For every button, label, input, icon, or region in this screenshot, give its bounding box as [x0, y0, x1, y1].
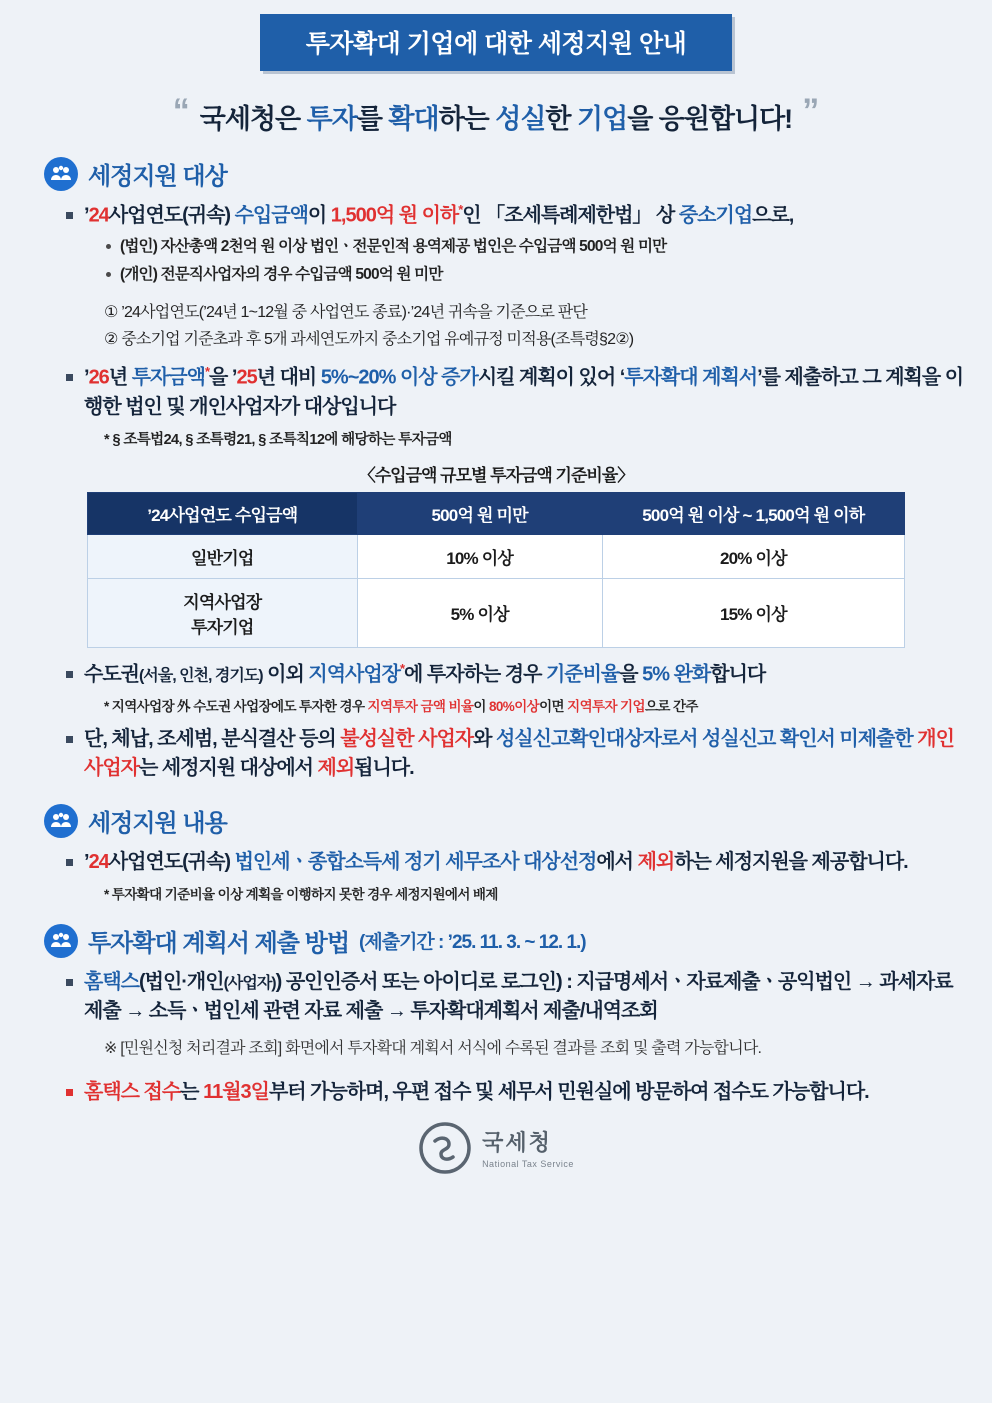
- bt4-p2: 불성실한 사업자: [340, 728, 474, 751]
- submit-note: ※ [민원신청 처리결과 조회] 화면에서 투자확대 계획서 서식에 수록된 결과를 조회 및 출력 가능합니다.: [104, 1040, 762, 1058]
- bt2-p9: 시킬 계획이 있어 ‘: [477, 366, 625, 389]
- bt1-p1: ’: [84, 204, 89, 227]
- bullet-target-2: [66, 363, 964, 422]
- sub-item-corporate: (법인) 자산총액 2천억 원 이상 법인ㆍ전문인적 용역제공 법인은 수입금액 500억 원 미만: [104, 235, 992, 259]
- bt4-p4: 성실신고확인대상자로서 성실신고 확인서 미제출한: [495, 728, 918, 751]
- bt1-p4: 수입금액: [234, 204, 308, 227]
- bc1-p3: 사업연도(귀속): [108, 851, 235, 874]
- table-row-label-1: [88, 578, 358, 647]
- bc1-p7: 하는 세정지원을 제공합니다.: [674, 851, 908, 874]
- people-icon: [44, 804, 78, 838]
- bt1-p3: 사업연도(귀속): [108, 204, 235, 227]
- nts-logo-texts: [482, 1126, 574, 1169]
- footnote-content: * 투자확대 기준비율 이상 계획을 이행하지 못한 경우 세정지원에서 배제: [104, 887, 498, 903]
- headline-part-6: 성실: [495, 104, 546, 134]
- table-row: [88, 578, 905, 647]
- bs2-p4: 부터 가능하며, 우편 접수 및 세무서 민원실에 방문하여 접수도 가능합니다.: [268, 1080, 869, 1103]
- bc1-p1: ’: [84, 851, 89, 874]
- submit-period: (제출기간 : ’25. 11. 3. ~ 12. 1.): [359, 932, 586, 954]
- headline-part-8: 기업: [577, 104, 628, 134]
- table-row-label-0: 일반기업: [88, 534, 358, 578]
- footnote-investment-amount: * § 조특법24, § 조특령21, § 조특칙12에 해당하는 투자금액: [104, 431, 452, 448]
- bullet-submit-2: [66, 1078, 964, 1107]
- bc1-p2: 24: [88, 851, 109, 874]
- bt3-p7: 을: [619, 663, 643, 686]
- ratio-table: [87, 492, 905, 648]
- bs1-p3: (사업자): [223, 975, 276, 993]
- bt2-p5: 을 ’: [209, 366, 237, 389]
- bt3-p9: 합니다: [710, 663, 766, 686]
- bt2-p6: 25: [236, 366, 257, 389]
- bt1-p6: 1,500억 원 이하: [330, 204, 459, 227]
- headline-part-3: 를: [356, 104, 389, 134]
- bt4-p6: 는 세정지원 대상: [138, 757, 277, 780]
- bt3-p8: 5% 완화: [642, 663, 711, 686]
- bt2-p3: 년: [108, 366, 132, 389]
- headline-part-4: 확대: [388, 104, 439, 134]
- people-icon: [44, 157, 78, 191]
- section-header-submit: [44, 923, 992, 958]
- section-header-target: [44, 156, 992, 191]
- note-line-2: ② 중소기업 기준초과 후 5개 과세연도까지 중소기업 유예규정 미적용(조특령§2②): [104, 330, 634, 348]
- bs1-p5: : 지급명세서ㆍ자료제출ㆍ공익법인 → 과세자료 제출 → 소득ㆍ법인세 관련 자료 제출 → 투자확대계획서 제출/내역조회: [84, 971, 953, 1023]
- headline-part-1: 국세청은: [199, 104, 307, 134]
- table-row: [88, 534, 905, 578]
- bt3-p1: 수도권: [84, 663, 139, 686]
- bt1-p8: 중소기업: [678, 204, 753, 227]
- quote-open-mark: “: [172, 91, 190, 130]
- nts-logo-kr: 국세청: [482, 1130, 552, 1156]
- bs2-p2: 는: [180, 1080, 204, 1103]
- fn3-p5: 이면: [539, 699, 568, 715]
- table-header-row: [88, 492, 905, 534]
- headline-part-7: 한: [545, 104, 578, 134]
- bt4-p1: 단, 체납, 조세범, 분식결산 등의: [84, 728, 341, 751]
- bc1-p6: 제외: [637, 851, 675, 874]
- bs2-p3: 11월3일: [203, 1080, 269, 1103]
- title-banner-wrap: [0, 0, 992, 71]
- footnote-regional: [104, 695, 992, 715]
- headline-part-9: 을 응원합니다!: [627, 104, 793, 134]
- table-header-1: 500억 원 미만: [357, 492, 602, 534]
- bt1-p9: 으로,: [752, 204, 794, 227]
- people-icon: [44, 924, 78, 958]
- fn3-p1: * 지역사업장 外 수도권 사업장에도 투자한 경우: [104, 699, 368, 715]
- bt4-p7: 에서: [276, 757, 318, 780]
- note-line-1: ① ’24사업연도(’24년 1~12월 중 사업연도 종료)·’24년 귀속을 기준으로 판단: [104, 303, 588, 321]
- bt2-p2: 26: [88, 366, 109, 389]
- bt4-p9: 됩니다.: [354, 757, 414, 780]
- fn3-p7: 으로 간주: [644, 699, 698, 715]
- bt1-p2: 24: [88, 204, 109, 227]
- bt1-p7: 인 「조세특례제한법」 상: [462, 204, 679, 227]
- nts-logo: [0, 1121, 992, 1175]
- headline-part-5: 하는: [438, 104, 496, 134]
- nts-logo-en: National Tax Service: [482, 1159, 574, 1170]
- fn3-p3: 이: [473, 699, 489, 715]
- bt3-p6: 기준비율: [545, 663, 620, 686]
- nts-logo-icon: [418, 1121, 472, 1175]
- bs1-p1: 홈택스: [84, 971, 139, 994]
- bt4-p3: 와: [473, 728, 496, 751]
- bt2-p10: 투자확대 계획서: [624, 366, 758, 389]
- bt2-p8: 5%~20% 이상 증가: [320, 366, 478, 389]
- section-title-content: 세정지원 내용: [88, 810, 227, 838]
- table-cell-1-2: 15% 이상: [602, 578, 904, 647]
- table-header-2: 500억 원 이상 ~ 1,500억 원 이하: [602, 492, 904, 534]
- bt3-p2: (서울, 인천, 경기도): [138, 667, 263, 685]
- table-caption: 〈수입금액 규모별 투자금액 기준비율〉: [358, 465, 634, 485]
- bullet-submit-1: [66, 968, 964, 1026]
- bullet-content-1: [66, 848, 964, 877]
- bt2-p4: 투자금액: [131, 366, 205, 389]
- bt3-sup: *: [399, 660, 405, 676]
- headline-part-2: 투자: [306, 104, 357, 134]
- section-title-submit: 투자확대 계획서 제출 방법: [88, 930, 350, 958]
- note-block-target: [104, 299, 992, 353]
- page-title: 투자확대 기업에 대한 세정지원 안내: [260, 14, 733, 71]
- fn3-p6: 지역투자 기업: [567, 699, 645, 715]
- bs1-p4: ) 공인인증서 또는 아이디로 로그인): [275, 971, 562, 994]
- headline-quote: [0, 91, 992, 136]
- bt3-p4: 지역사업장: [308, 663, 400, 686]
- section-header-content: [44, 803, 992, 838]
- bt2-p7: 년 대비: [256, 366, 321, 389]
- bullet-target-1: [66, 201, 964, 231]
- table-header-0: ’24사업연도 수입금액: [88, 492, 358, 534]
- bt2-p11: ’를 제출하고 그 계획을 이행한 법인 및 개인사업자가 대상입니다: [84, 366, 964, 418]
- headline-text: [200, 97, 792, 136]
- bt2-p1: ’: [84, 366, 89, 389]
- bt1-sup: *: [458, 202, 463, 217]
- bullet-target-3: [66, 660, 964, 690]
- fn3-p2: 지역투자 금액 비율: [367, 699, 474, 715]
- table-row-label-1-line1: 지역사업장: [183, 592, 262, 612]
- section-title-target: 세정지원 대상: [88, 163, 227, 190]
- table-cell-0-1: 10% 이상: [357, 534, 602, 578]
- bs1-p2: (법인·개인: [138, 971, 224, 994]
- fn3-p4: 80%이상: [488, 699, 540, 715]
- bt3-p5: 에 투자하는 경우: [404, 663, 546, 686]
- quote-close-mark: ”: [802, 91, 820, 130]
- bt1-p5: 이: [307, 204, 331, 227]
- table-row-label-1-line2: 투자기업: [191, 617, 254, 637]
- bt2-sup: *: [204, 364, 210, 380]
- table-cell-1-1: 5% 이상: [357, 578, 602, 647]
- bs2-p1: 홈택스 접수: [84, 1080, 181, 1103]
- bt3-p3: 이외: [262, 663, 309, 686]
- bt4-p5: 개인사업자: [84, 728, 954, 780]
- bt4-p8: 제외: [317, 757, 355, 780]
- bc1-p5: 에서: [596, 851, 638, 874]
- bc1-p4: 법인세ㆍ종합소득세 정기 세무조사 대상선정: [234, 851, 597, 874]
- table-cell-0-2: 20% 이상: [602, 534, 904, 578]
- sub-item-individual: (개인) 전문직사업자의 경우 수입금액 500억 원 미만: [104, 263, 992, 287]
- bullet-target-4: [66, 725, 964, 783]
